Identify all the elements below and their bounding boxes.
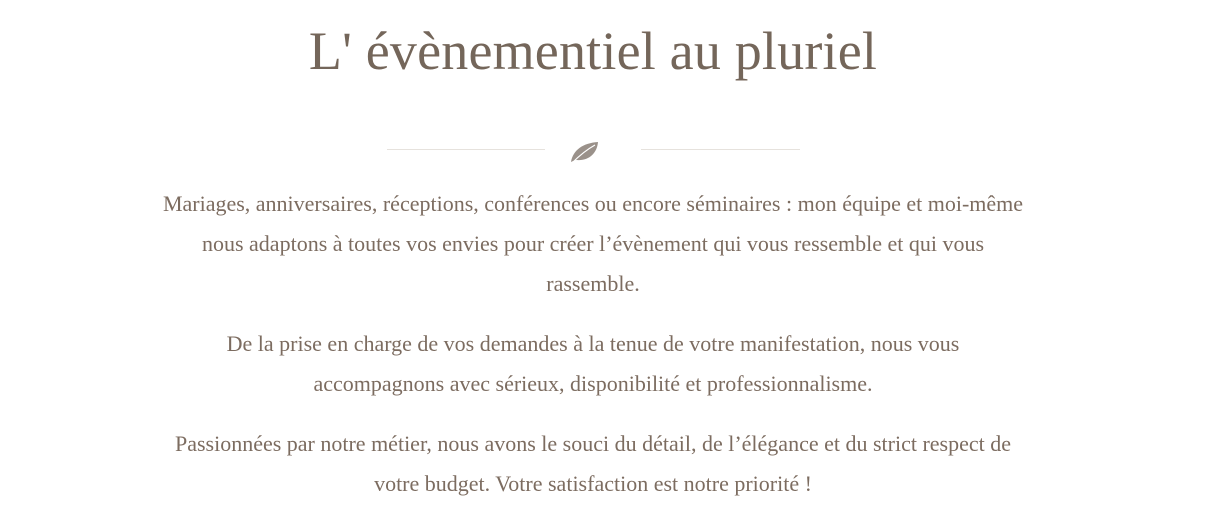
divider-line-right [641, 149, 800, 150]
paragraph-passion: Passionnées par notre métier, nous avons le souci du détail, de l’élégance et du strict respect de votre budget. Votre satisfaction est notre priorité ! [174, 431, 1012, 496]
paragraph-support: De la prise en charge de vos demandes à la tenue de votre manifestation, nous vous accompagnons avec sérieux, disponibilité et professionnalisme. [226, 331, 960, 396]
divider-line-left [387, 149, 545, 150]
leaf-icon [569, 138, 601, 166]
ornamental-divider [387, 138, 800, 168]
paragraph-events: Mariages, anniversaires, réceptions, conférences ou encore séminaires : mon équipe et moi-même nous adaptons à toutes vos envies pour créer l’évènement qui vous ressemble et qui vous rassemble. [162, 191, 1024, 296]
section-body [160, 184, 1026, 524]
section-title: L' évènementiel au pluriel [308, 21, 878, 81]
